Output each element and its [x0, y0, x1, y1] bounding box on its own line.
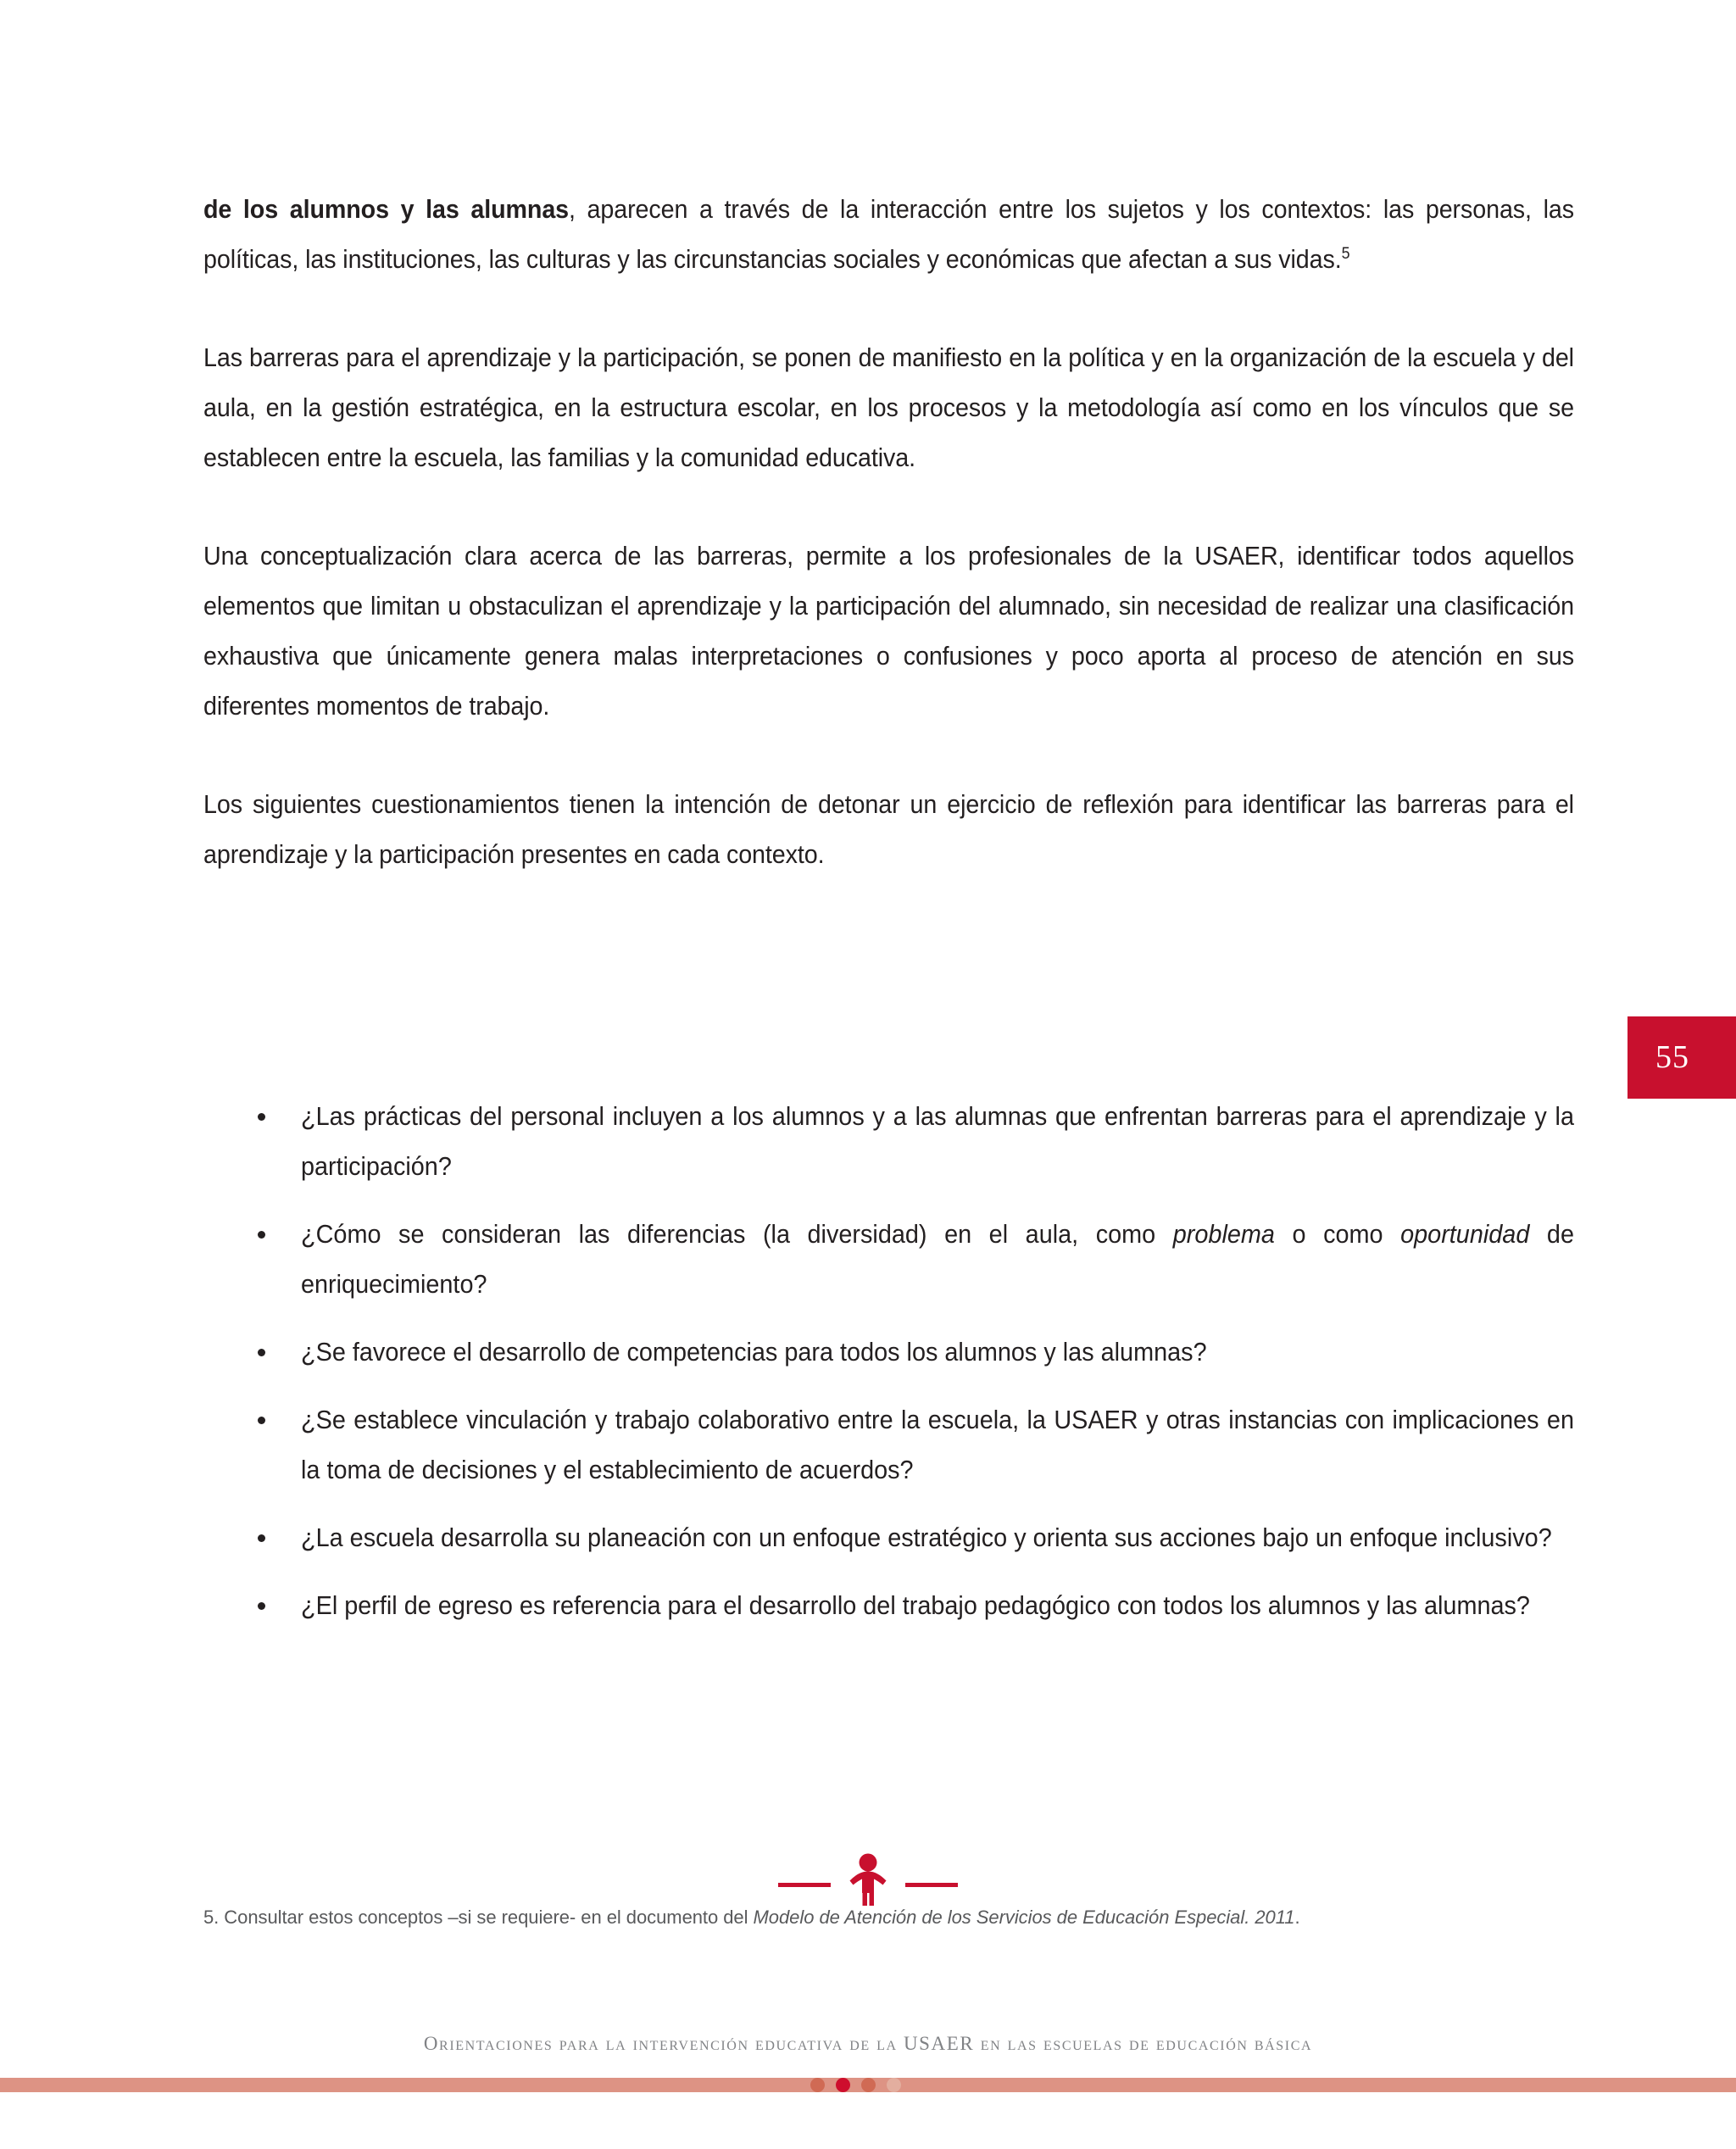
list-item — [254, 1395, 1574, 1495]
page-footer — [0, 2033, 1736, 2092]
question-text: ¿Se establece vinculación y trabajo colaborativo entre la escuela, la USAER y otras instancias con implicaciones en la toma de decisiones y el establecimiento de acuerdos? — [301, 1406, 1574, 1484]
footnote-source-title: Modelo de Atención de los Servicios de Educación Especial. 2011 — [753, 1907, 1295, 1928]
footer-dot-4 — [887, 2078, 901, 2092]
question-text: ¿La escuela desarrolla su planeación con un enfoque estratégico y orienta sus acciones bajo un enfoque inclusivo? — [301, 1523, 1552, 1552]
footer-dot-5 — [912, 2078, 926, 2092]
question-text: ¿Se favorece el desarrollo de competencias para todos los alumnos y las alumnas? — [301, 1338, 1207, 1367]
list-item — [254, 1581, 1574, 1631]
ornament-rule-left — [778, 1883, 831, 1887]
footer-dot-ornament — [0, 2078, 1736, 2092]
bullet-icon — [258, 1417, 265, 1424]
footer-dot-2 — [836, 2078, 850, 2092]
bullet-icon — [258, 1534, 265, 1542]
paragraph-1 — [203, 185, 1574, 285]
bullet-icon — [258, 1602, 265, 1610]
paragraph-2: Las barreras para el aprendizaje y la participación, se ponen de manifiesto en la política y en la organización de la escuela y del aula, en la gestión estratégica, en la estructura escolar, en los procesos y la metodología así como en los vínculos que se establecen entre la escuela, las familias y la comunidad educativa. — [203, 343, 1574, 472]
footnote-text-pre: Consultar estos conceptos –si se requiere- en el documento del — [219, 1907, 754, 1928]
ornament-rule-right — [905, 1883, 958, 1887]
person-figure-icon — [844, 1851, 892, 1906]
question-text — [301, 1210, 1574, 1310]
footer-dot-1 — [810, 2078, 825, 2092]
question-list — [254, 1092, 1574, 1649]
page-number-badge: 55 — [1628, 1016, 1736, 1099]
question-2-emphasis-problema: problema — [1172, 1220, 1275, 1249]
bullet-icon — [258, 1113, 265, 1121]
list-item — [254, 1092, 1574, 1192]
footnote — [203, 1905, 1577, 1930]
footnote-number: 5. — [203, 1907, 220, 1928]
list-item — [254, 1328, 1574, 1378]
question-2-pre: ¿Cómo se consideran las diferencias (la diversidad) en el aula, como — [301, 1220, 1173, 1249]
paragraph-1-lead-bold: de los alumnos y las alumnas — [203, 195, 570, 224]
footnote-text-post: . — [1294, 1907, 1300, 1928]
list-item — [254, 1210, 1574, 1310]
question-text: ¿Las prácticas del personal incluyen a los alumnos y a las alumnas que enfrentan barreras para el aprendizaje y la participación? — [301, 1102, 1574, 1181]
question-text: ¿El perfil de egreso es referencia para el desarrollo del trabajo pedagógico con todos los alumnos y las alumnas? — [301, 1591, 1530, 1620]
question-2-mid: o como — [1274, 1220, 1401, 1249]
body-content — [203, 185, 1574, 928]
footnote-ornament-divider — [0, 1846, 1736, 1906]
list-item — [254, 1513, 1574, 1563]
question-2-emphasis-oportunidad: oportunidad — [1400, 1220, 1530, 1249]
footer-dot-3 — [861, 2078, 876, 2092]
footer-title: Orientaciones para la intervención educativa de la USAER en las escuelas de educación básica — [423, 2033, 1313, 2054]
footnote-marker-5: 5 — [1341, 244, 1350, 263]
bullet-icon — [258, 1349, 265, 1356]
paragraph-4: Los siguientes cuestionamientos tienen la intención de detonar un ejercicio de reflexión para identificar las barreras para el aprendizaje y la participación presentes en cada contexto. — [203, 790, 1574, 869]
bullet-icon — [258, 1231, 265, 1239]
question-2-post: de enriquecimiento? — [301, 1220, 1574, 1299]
paragraph-3: Una conceptualización clara acerca de las barreras, permite a los profesionales de la USAER, identificar todos aquellos elementos que limitan u obstaculizan el aprendizaje y la participación del alumnado, sin necesidad de realizar una clasificación exhaustiva que únicamente genera malas interpretaciones o confusiones y poco aporta al proceso de atención en sus diferentes momentos de trabajo. — [203, 542, 1574, 721]
paragraph-1-text: , aparecen a través de la interacción entre los sujetos y los contextos: las personas, las políticas, las instituciones, las culturas y las circunstancias sociales y económicas que afectan a sus vidas. — [203, 195, 1574, 274]
